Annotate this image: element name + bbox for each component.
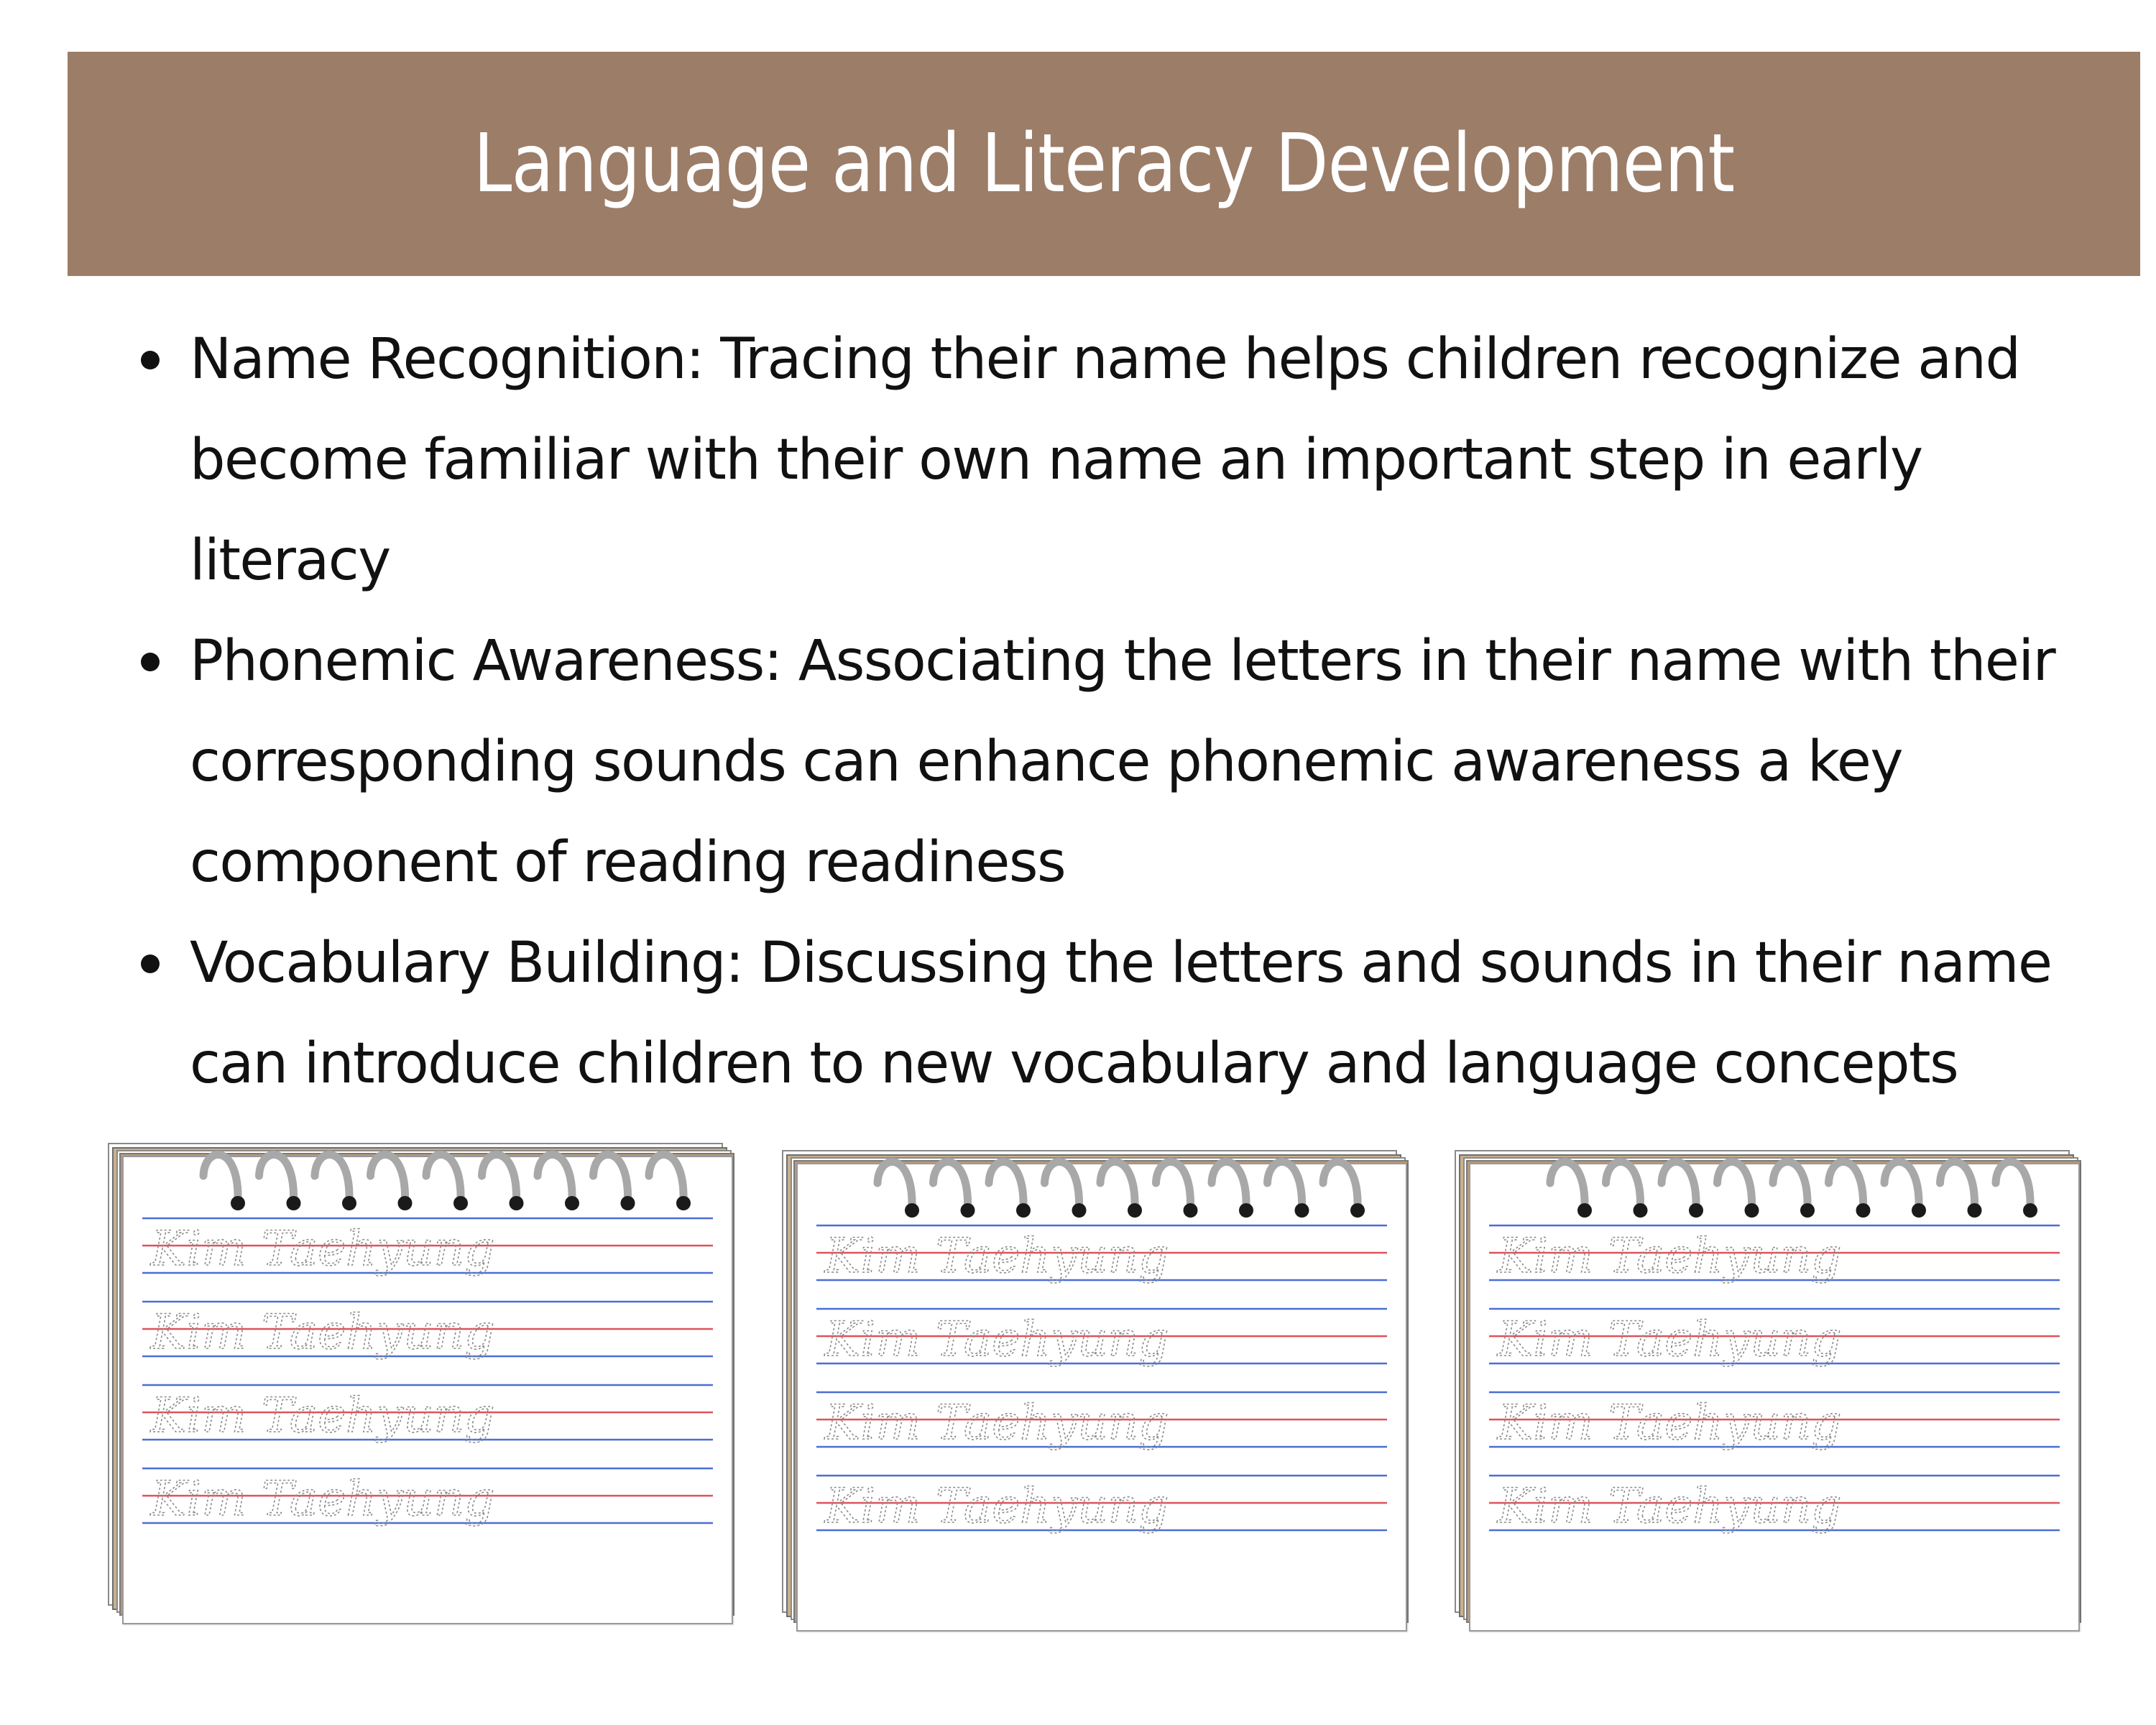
bullet-item-vocabulary-building bbox=[137, 913, 2113, 1114]
bullet-dot-icon bbox=[141, 954, 160, 973]
binding-hole bbox=[1634, 1203, 1648, 1218]
trace-name-line-4: Kim Taehyung bbox=[1498, 1478, 1842, 1534]
notebook-1 bbox=[108, 1143, 733, 1624]
binding-hole bbox=[1689, 1203, 1703, 1218]
trace-name-line-3: Kim Taehyung bbox=[825, 1395, 1169, 1450]
spiral-ring bbox=[649, 1154, 683, 1200]
spiral-ring bbox=[371, 1154, 405, 1200]
bullet-dot-icon bbox=[141, 653, 160, 671]
page-title: Language and Literacy Development bbox=[473, 117, 1735, 211]
spiral-binding-icon bbox=[782, 1150, 1407, 1236]
spiral-ring bbox=[315, 1154, 349, 1200]
spiral-ring bbox=[1323, 1162, 1358, 1208]
bullet-text: Phonemic Awareness: Associating the letters in their name with their corresponding sounds can enhance phonemic awareness a key component of reading readiness bbox=[190, 629, 2055, 895]
spiral-ring bbox=[1718, 1162, 1752, 1208]
bullet-text: Name Recognition: Tracing their name helps children recognize and become familiar with their own name an important step in early literacy bbox=[190, 327, 2020, 593]
spiral-ring bbox=[1550, 1162, 1585, 1208]
binding-hole bbox=[398, 1196, 413, 1210]
binding-hole bbox=[510, 1196, 524, 1210]
trace-name-line-1: Kim Taehyung bbox=[1498, 1228, 1842, 1284]
binding-hole bbox=[1016, 1203, 1031, 1218]
trace-name-line-2: Kim Taehyung bbox=[151, 1305, 495, 1360]
spiral-ring bbox=[877, 1162, 912, 1208]
binding-hole bbox=[1856, 1203, 1871, 1218]
bullet-item-phonemic-awareness bbox=[137, 611, 2113, 913]
binding-hole bbox=[287, 1196, 301, 1210]
spiral-ring bbox=[989, 1162, 1023, 1208]
trace-name-line-3: Kim Taehyung bbox=[1498, 1395, 1842, 1450]
binding-hole bbox=[905, 1203, 919, 1218]
spiral-ring bbox=[1268, 1162, 1302, 1208]
spiral-binding-icon bbox=[1455, 1150, 2080, 1236]
notebook-3 bbox=[1455, 1150, 2080, 1632]
binding-hole bbox=[1128, 1203, 1142, 1218]
spiral-ring bbox=[1996, 1162, 2030, 1208]
trace-name-line-1: Kim Taehyung bbox=[151, 1221, 495, 1276]
bullet-item-name-recognition bbox=[137, 309, 2113, 611]
spiral-ring bbox=[1829, 1162, 1864, 1208]
bullet-dot-icon bbox=[141, 351, 160, 369]
binding-hole bbox=[342, 1196, 356, 1210]
binding-hole bbox=[1184, 1203, 1198, 1218]
spiral-ring bbox=[1662, 1162, 1696, 1208]
binding-hole bbox=[1968, 1203, 1982, 1218]
binding-hole bbox=[1577, 1203, 1592, 1218]
spiral-ring bbox=[1156, 1162, 1191, 1208]
bullet-list bbox=[137, 309, 2113, 1114]
spiral-ring bbox=[1606, 1162, 1641, 1208]
binding-hole bbox=[2023, 1203, 2037, 1218]
spiral-ring bbox=[934, 1162, 968, 1208]
notebook-2 bbox=[782, 1150, 1407, 1632]
trace-name-line-3: Kim Taehyung bbox=[151, 1388, 495, 1443]
spiral-ring bbox=[482, 1154, 517, 1200]
binding-hole bbox=[1745, 1203, 1759, 1218]
binding-hole bbox=[1350, 1203, 1365, 1218]
binding-hole bbox=[621, 1196, 635, 1210]
trace-name-line-4: Kim Taehyung bbox=[825, 1478, 1169, 1534]
spiral-ring bbox=[426, 1154, 461, 1200]
spiral-binding-icon bbox=[108, 1143, 733, 1229]
trace-name-line-2: Kim Taehyung bbox=[1498, 1312, 1842, 1367]
spiral-ring bbox=[538, 1154, 572, 1200]
spiral-ring bbox=[1884, 1162, 1919, 1208]
trace-name-line-2: Kim Taehyung bbox=[825, 1312, 1169, 1367]
binding-hole bbox=[1295, 1203, 1309, 1218]
header-banner bbox=[68, 52, 2140, 276]
binding-hole bbox=[453, 1196, 468, 1210]
binding-hole bbox=[676, 1196, 691, 1210]
spiral-ring bbox=[594, 1154, 628, 1200]
trace-name-line-1: Kim Taehyung bbox=[825, 1228, 1169, 1284]
spiral-ring bbox=[1045, 1162, 1079, 1208]
binding-hole bbox=[961, 1203, 975, 1218]
trace-name-line-4: Kim Taehyung bbox=[151, 1471, 495, 1527]
spiral-ring bbox=[1773, 1162, 1807, 1208]
spiral-ring bbox=[1100, 1162, 1135, 1208]
spiral-ring bbox=[1212, 1162, 1246, 1208]
spiral-ring bbox=[203, 1154, 238, 1200]
spiral-ring bbox=[259, 1154, 294, 1200]
binding-hole bbox=[1239, 1203, 1253, 1218]
binding-hole bbox=[1072, 1203, 1087, 1218]
binding-hole bbox=[231, 1196, 245, 1210]
binding-hole bbox=[1912, 1203, 1926, 1218]
binding-hole bbox=[565, 1196, 579, 1210]
bullet-text: Vocabulary Building: Discussing the letters and sounds in their name can introduce children to new vocabulary and language concepts bbox=[190, 931, 2052, 1096]
binding-hole bbox=[1800, 1203, 1815, 1218]
spiral-ring bbox=[1940, 1162, 1975, 1208]
